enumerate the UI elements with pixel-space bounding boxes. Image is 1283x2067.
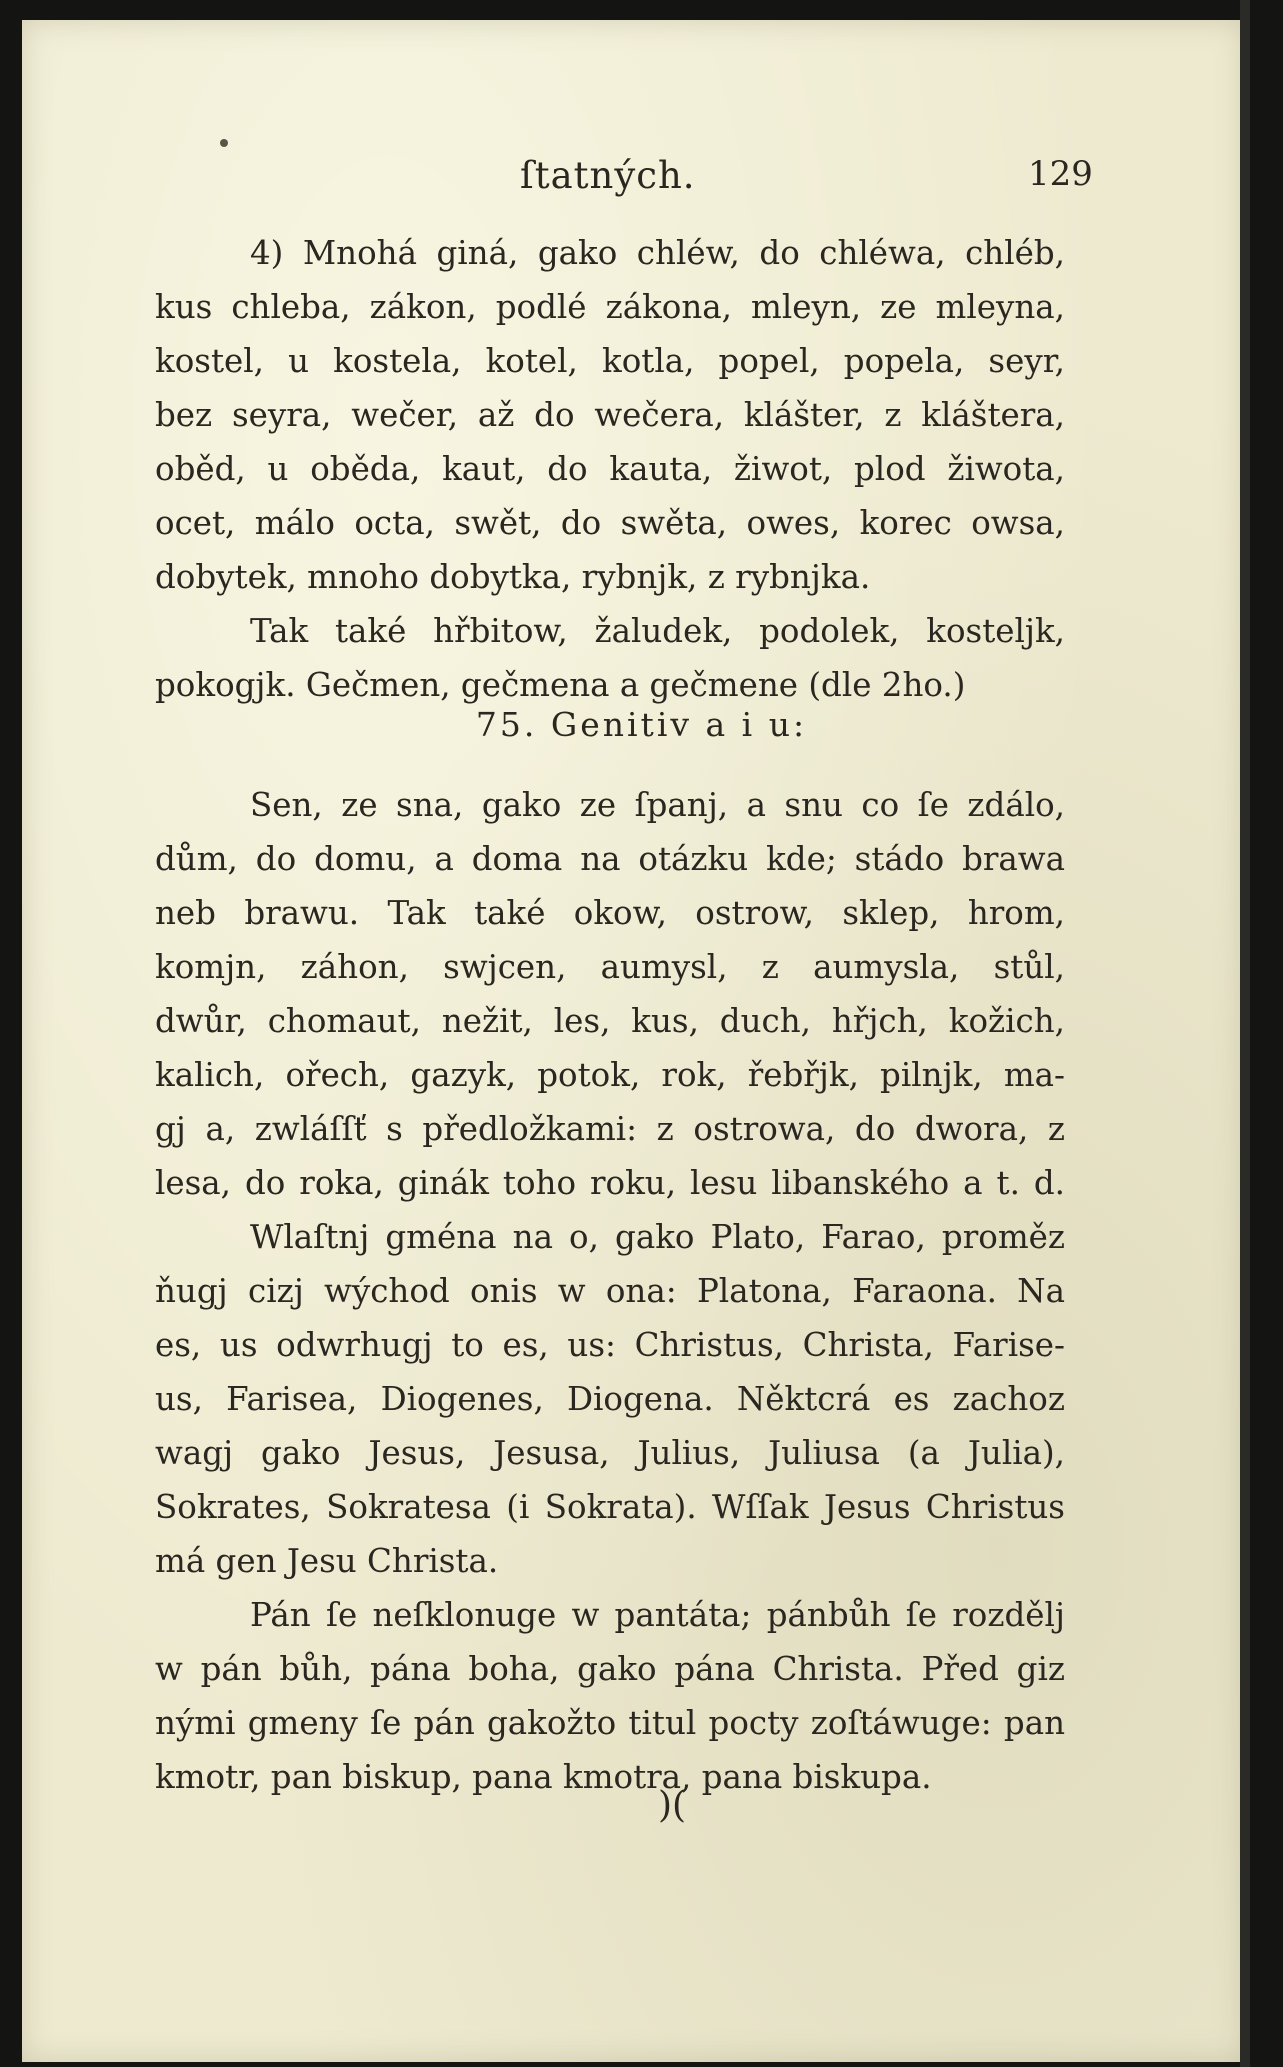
paragraph-sen [155, 778, 1065, 1210]
text-line: neb brawu. Tak také okow, ostrow, sklep, hrom, [155, 894, 1065, 932]
text-line: Sen, ze sna, gako ze ſpanj, a snu co ſe zdálo, [250, 786, 1065, 824]
text-line: Pán ſe neſklonuge w pantáta; pánbůh ſe rozdělj [250, 1596, 1065, 1634]
paragraph-4 [155, 226, 1065, 712]
ink-spot [220, 139, 228, 147]
section-heading: 75. Genitiv a i u: [475, 705, 808, 744]
text-line: nými gmeny ſe pán gakožto titul pocty zoſtáwuge: pan [155, 1704, 1065, 1742]
text-line: Sokrates, Sokratesa (i Sokrata). Wſſak Jesus Christus [155, 1488, 1065, 1526]
text-line: ocet, málo octa, swět, do swěta, owes, korec owsa, [155, 504, 1065, 542]
running-head: ſtatných. [520, 154, 696, 197]
scan-edge [1240, 0, 1250, 2067]
text-line: es, us odwrhugj to es, us: Christus, Christa, Farise- [155, 1326, 1065, 1364]
text-line: pokogjk. Gečmen, gečmena a gečmene (dle 2ho.) [155, 666, 966, 704]
paragraph-wlastnj [155, 1210, 1065, 1588]
page-number: 129 [1028, 154, 1093, 194]
text-line: oběd, u oběda, kaut, do kauta, žiwot, plod žiwota, [155, 450, 1065, 488]
text-line: kostel, u kostela, kotel, kotla, popel, popela, seyr, [155, 342, 1065, 380]
page-header [0, 154, 1283, 204]
text-line: má gen Jesu Christa. [155, 1542, 499, 1580]
text-line: bez seyra, wečer, až do wečera, klášter, z kláštera, [155, 396, 1065, 434]
text-line: Tak také hřbitow, žaludek, podolek, kosteljk, [250, 612, 1065, 650]
text-line: kus chleba, zákon, podlé zákona, mleyn, ze mleyna, [155, 288, 1065, 326]
text-line: dwůr, chomaut, nežit, les, kus, duch, hřjch, kožich, [155, 1002, 1065, 1040]
text-line: us, Farisea, Diogenes, Diogena. Něktcrá es zachoz [155, 1380, 1065, 1418]
text-line: dům, do domu, a doma na otázku kde; stádo brawa [155, 840, 1065, 878]
text-line: w pán bůh, pána boha, gako pána Christa. Před giz [155, 1650, 1065, 1688]
text-line: 4) Mnohá giná, gako chléw, do chléwa, chléb, [250, 234, 1065, 272]
text-line: kalich, ořech, gazyk, potok, rok, řebřjk, pilnjk, ma- [155, 1056, 1065, 1094]
text-line: Wlaſtnj gména na o, gako Plato, Farao, proměz [250, 1218, 1065, 1256]
text-line: dobytek, mnoho dobytka, rybnjk, z rybnjka. [155, 558, 871, 596]
text-line: komjn, záhon, swjcen, aumysl, z aumysla, stůl, [155, 948, 1065, 986]
text-line: gj a, zwláſſť s předložkami: z ostrowa, do dwora, z [155, 1110, 1065, 1148]
text-line: kmotr, pan biskup, pana kmotra, pana biskupa. [155, 1758, 932, 1796]
tailpiece-ornament: )( [658, 1785, 687, 1826]
text-line: lesa, do roka, ginák toho roku, lesu libanského a t. d. [155, 1164, 1065, 1202]
text-line: wagj gako Jesus, Jesusa, Julius, Juliusa (a Julia), [155, 1434, 1065, 1472]
paragraph-pan [155, 1588, 1065, 1804]
text-line: ňugj cizj wýchod onis w ona: Platona, Faraona. Na [155, 1272, 1065, 1310]
